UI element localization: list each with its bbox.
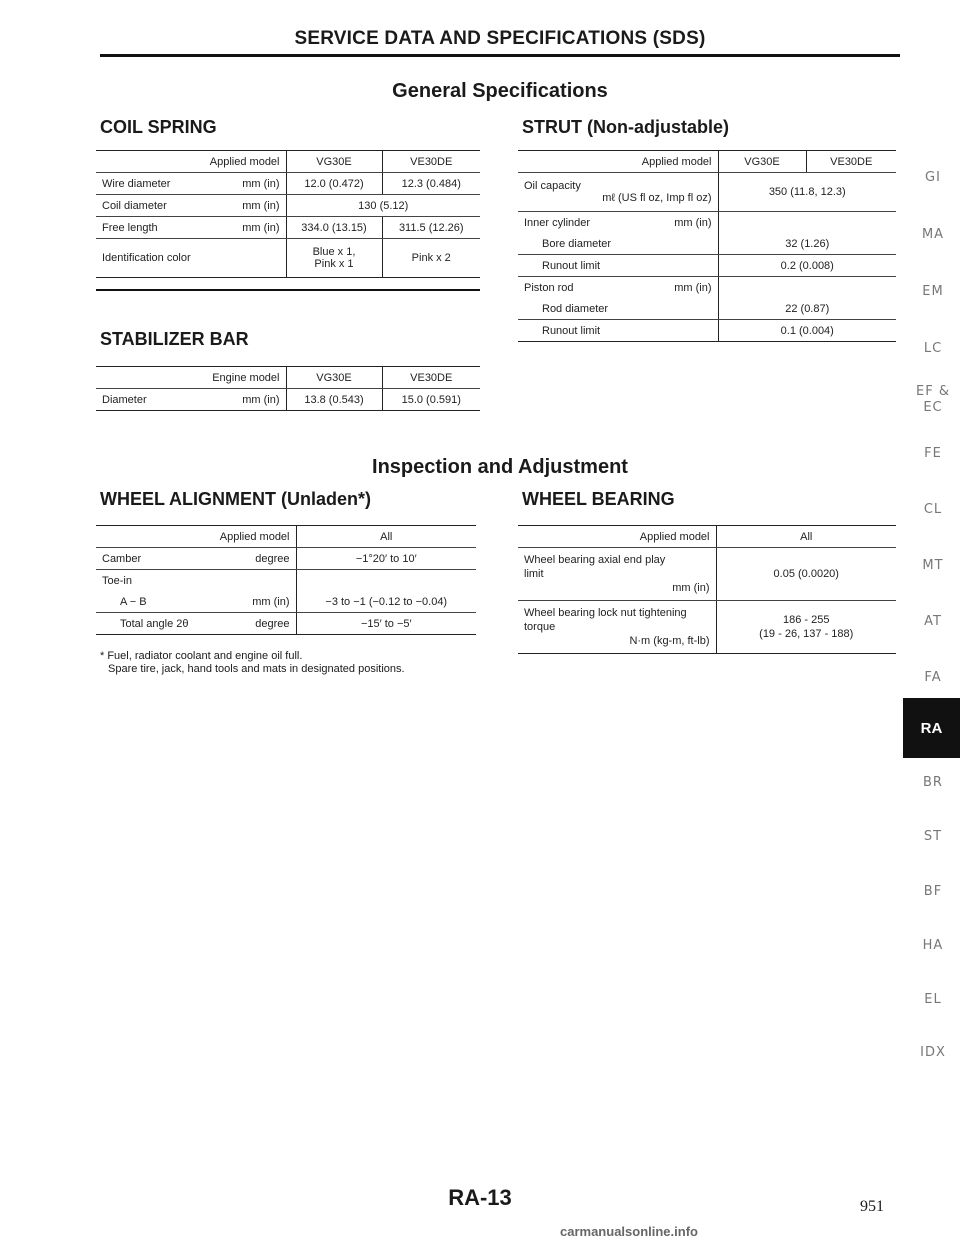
cell-value: 350 (11.8, 12.3) [718,173,896,212]
row-label: Wheel bearing lock nut tightening [524,607,687,619]
row-label: limit [524,568,544,580]
row-unit: degree [255,617,290,630]
watermark: carmanualsonline.info [560,1224,698,1239]
cell-value: Pink x 2 [382,239,480,278]
row-unit: mm (in) [242,221,280,234]
cell-value: (19 - 26, 137 - 188) [759,628,854,640]
wheel-bearing-table [518,525,896,654]
header-cell: VG30E [718,151,806,173]
stabilizer-bar-title: STABILIZER BAR [100,329,249,349]
row-unit: mm (in) [242,393,280,406]
cell-value: 13.8 (0.543) [286,389,382,411]
row-label: Free length [102,221,158,234]
row-label: Oil capacity [524,180,581,192]
row-label: Runout limit [518,320,718,342]
row-unit: mm (in) [672,582,710,594]
header-cell: All [716,526,896,548]
table-row [518,526,896,548]
page-header-title: SERVICE DATA AND SPECIFICATIONS (SDS) [294,28,706,49]
table-row [96,526,476,548]
section-tab-el[interactable]: EL [924,992,942,1007]
stabilizer-bar-table [96,366,480,411]
row-label: Rod diameter [518,298,718,320]
section-tab-ec[interactable]: EC [923,400,943,415]
table-row [518,298,896,320]
section-tab-br[interactable]: BR [923,775,943,790]
row-label: Identification color [102,252,191,264]
row-unit: mm (in) [674,216,712,229]
section-tab-bf[interactable]: BF [923,884,943,899]
header-rule [100,54,900,57]
header-cell: Applied model [518,151,718,173]
row-label: torque [524,621,556,633]
row-unit: mm (in) [674,281,712,294]
table-end-rule [96,289,480,291]
header-cell: All [296,526,476,548]
wheel-bearing-title: WHEEL BEARING [522,489,675,509]
header-cell: VG30E [286,151,382,173]
row-label: Piston rod [524,281,574,294]
page-code: RA-13 [448,1185,512,1210]
cell-value: 186 - 255 [783,614,830,626]
row-unit: mm (in) [242,177,280,190]
table-row [96,195,480,217]
row-label: Bore diameter [518,233,718,255]
wheel-alignment-footnote [100,650,405,676]
cell-value: 12.3 (0.484) [382,173,480,195]
cell-value: 15.0 (0.591) [382,389,480,411]
cell-value: −1°20′ to 10′ [296,548,476,570]
row-label: Diameter [102,393,147,406]
cell-value: −3 to −1 (−0.12 to −0.04) [296,591,476,613]
header-cell: Applied model [518,526,716,548]
table-row [518,173,896,212]
coil-spring-table [96,150,480,278]
section-tab-ha[interactable]: HA [922,938,944,953]
section-tab-fa[interactable]: FA [924,670,942,685]
header-cell: VE30DE [806,151,896,173]
section-tab-mt[interactable]: MT [922,558,944,573]
row-unit: mm (in) [242,199,280,212]
cell-value: 22 (0.87) [718,298,896,320]
table-row [96,570,476,592]
table-row [518,233,896,255]
row-label: A − B [120,595,147,608]
row-label: Inner cylinder [524,216,591,229]
cell-value: 32 (1.26) [718,233,896,255]
row-label: Wire diameter [102,177,171,190]
cell-value: 334.0 (13.15) [286,217,382,239]
table-row [96,367,480,389]
table-row [518,151,896,173]
cell-value: 0.05 (0.0020) [716,548,896,601]
row-unit: N·m (kg-m, ft-lb) [629,635,710,647]
row-unit: mm (in) [252,595,290,608]
row-label: Toe-in [96,570,296,592]
table-row [96,239,480,278]
inspection-adjustment-heading: Inspection and Adjustment [372,456,628,478]
row-label: Runout limit [518,255,718,277]
section-tab-ra-active[interactable]: RA [903,698,960,758]
cell-value: 0.1 (0.004) [718,320,896,342]
section-tab-ef[interactable]: EF & [916,384,950,399]
section-tab-ma[interactable]: MA [921,227,945,242]
section-tab-gi[interactable]: GI [925,170,941,185]
table-row [96,151,480,173]
table-row [518,320,896,342]
coil-spring-title: COIL SPRING [100,117,217,137]
table-row [518,601,896,654]
section-tab-em[interactable]: EM [922,284,944,299]
row-label: Coil diameter [102,199,167,212]
table-row [518,277,896,299]
cell-value: −15′ to −5′ [296,613,476,635]
row-label: Total angle 2θ [120,617,189,630]
footnote-line: * Fuel, radiator coolant and engine oil full. [100,650,303,662]
section-tab-lc[interactable]: LC [923,341,943,356]
header-cell: VE30DE [382,151,480,173]
wheel-alignment-title: WHEEL ALIGNMENT (Unladen*) [100,489,371,509]
cell-value: 12.0 (0.472) [286,173,382,195]
row-label: Camber [102,552,142,565]
section-tab-idx[interactable]: IDX [920,1045,946,1060]
cell-value: Pink x 1 [314,258,354,270]
cell-value: 130 (5.12) [286,195,480,217]
section-tab-fe[interactable]: FE [924,446,942,461]
header-cell: VG30E [286,367,382,389]
table-row [96,173,480,195]
header-cell: VE30DE [382,367,480,389]
table-row [96,591,476,613]
header-cell: Engine model [96,367,286,389]
header-cell: Applied model [96,526,296,548]
strut-title: STRUT (Non-adjustable) [522,117,729,137]
row-unit: degree [255,552,290,565]
header-cell: Applied model [96,151,286,173]
table-row [96,548,476,570]
footnote-line: Spare tire, jack, hand tools and mats in designated positions. [108,663,405,675]
table-row [96,217,480,239]
strut-table [518,150,896,342]
row-unit: mℓ (US fl oz, Imp fl oz) [602,192,712,204]
section-tab-st[interactable]: ST [923,829,943,844]
page-number: 951 [860,1198,884,1215]
row-label: Wheel bearing axial end play [524,554,666,566]
table-row [96,389,480,411]
wheel-alignment-table [96,525,476,635]
table-row [518,548,896,601]
cell-value: Blue x 1, [312,246,356,258]
table-row [518,212,896,234]
cell-value: 311.5 (12.26) [382,217,480,239]
cell-value: 0.2 (0.008) [718,255,896,277]
table-row [96,613,476,635]
table-row [518,255,896,277]
general-specifications-heading: General Specifications [392,80,608,102]
section-tab-cl[interactable]: CL [923,502,943,517]
section-tab-at[interactable]: AT [924,614,942,629]
